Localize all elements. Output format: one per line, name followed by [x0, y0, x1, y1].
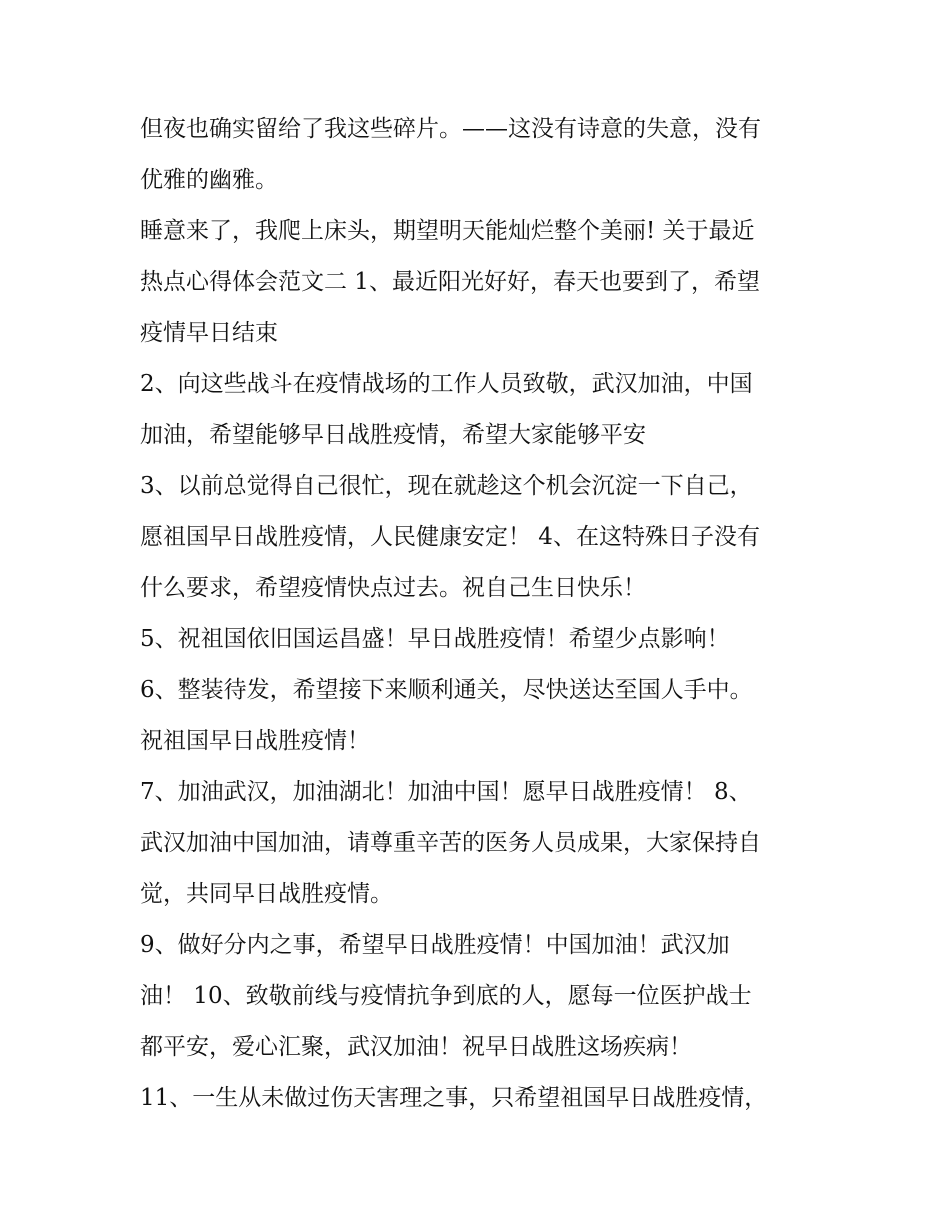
text-line: 加油，希望能够早日战胜疫情，希望大家能够平安 — [140, 422, 646, 448]
paragraph — [140, 767, 830, 920]
text-line: 睡意来了，我爬上床头，期望明天能灿烂整个美丽! 关于最近 — [140, 218, 755, 244]
text-line: 5、祝祖国依旧国运昌盛！早日战胜疫情！希望少点影响！ — [140, 626, 730, 652]
text-line: 觉，共同早日战胜疫情。 — [140, 881, 393, 907]
paragraph — [140, 461, 830, 614]
text-line: 优雅的幽雅。 — [140, 167, 278, 193]
paragraph — [140, 665, 830, 767]
text-line: 9、做好分内之事，希望早日战胜疫情！中国加油！武汉加 — [140, 932, 730, 958]
text-line: 但夜也确实留给了我这些碎片。——这没有诗意的失意，没有 — [140, 116, 761, 142]
text-line: 2、向这些战斗在疫情战场的工作人员致敬，武汉加油，中国 — [140, 371, 753, 397]
paragraph — [140, 206, 830, 359]
paragraph — [140, 359, 830, 461]
text-line: 7、加油武汉，加油湖北！加油中国！愿早日战胜疫情！ 8、 — [140, 779, 752, 805]
paragraph — [140, 614, 830, 665]
text-line: 祝祖国早日战胜疫情！ — [140, 728, 370, 754]
text-line: 油！ 10、致敬前线与疫情抗争到底的人，愿每一位医护战士 — [140, 983, 752, 1009]
text-line: 愿祖国早日战胜疫情，人民健康安定！ 4、在这特殊日子没有 — [140, 524, 760, 550]
text-line: 疫情早日结束 — [140, 320, 278, 346]
document-body — [140, 104, 830, 1124]
text-line: 都平安，爱心汇聚，武汉加油！祝早日战胜这场疾病！ — [140, 1034, 692, 1060]
paragraph — [140, 1073, 830, 1124]
text-line: 武汉加油中国加油，请尊重辛苦的医务人员成果，大家保持自 — [140, 830, 761, 856]
text-line: 什么要求，希望疫情快点过去。祝自己生日快乐！ — [140, 575, 646, 601]
paragraph — [140, 104, 830, 206]
paragraph — [140, 920, 830, 1073]
text-line: 热点心得体会范文二 1、最近阳光好好，春天也要到了，希望 — [140, 269, 760, 295]
text-line: 3、以前总觉得自己很忙，现在就趁这个机会沉淀一下自己， — [140, 473, 753, 499]
text-line: 6、整装待发，希望接下来顺利通关，尽快送达至国人手中。 — [140, 677, 753, 703]
text-line: 11、一生从未做过伤天害理之事，只希望祖国早日战胜疫情， — [140, 1085, 768, 1111]
